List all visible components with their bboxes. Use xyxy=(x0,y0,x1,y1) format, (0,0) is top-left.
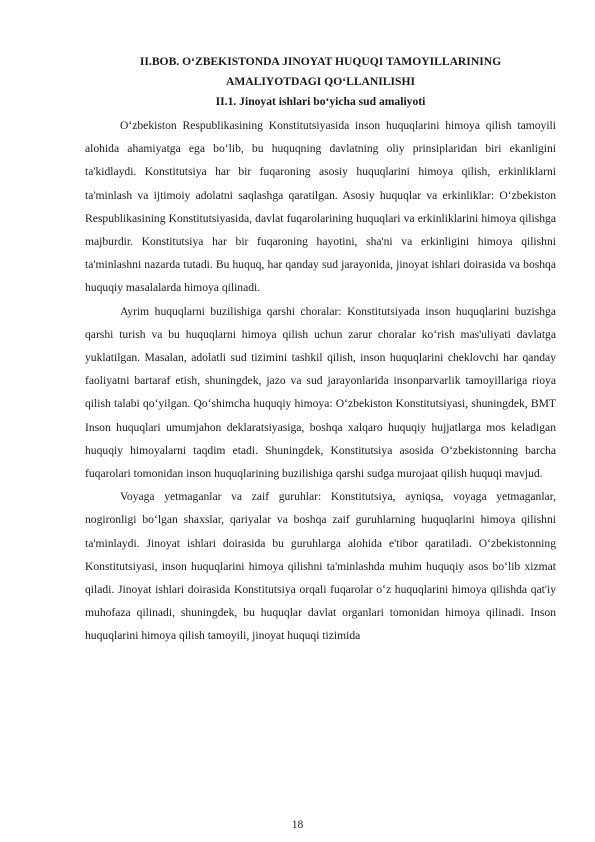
page-number: 18 xyxy=(291,818,304,831)
document-page xyxy=(85,52,556,648)
chapter-title-line1: II.BOB. O‘ZBEKISTONDA JINOYAT HUQUQI TAMOYILLARINING xyxy=(139,55,502,68)
chapter-title-line2: AMALIYOTDAGI QO‘LLANILISHI xyxy=(225,75,416,88)
paragraph-3: Voyaga yetmaganlar va zaif guruhlar: Konstitutsiya, ayniqsa, voyaga yetmaganlar, nogironligi bo‘lgan shaxslar, qariyalar va boshqa zaif guruhlarning huquqlarini himoya qilishni ta'minlaydi. Jinoyat ishlari doirasida bu guruhlarga alohida e'tibor qaratiladi. O‘zbekistonning Konstitutsiyasi, inson huquqlarini himoya qilishni ta'minlashda muhim huquqiy asos bo‘lib xizmat qiladi. Jinoyat ishlari doirasida Konstitutsiya orqali fuqarolar o‘z huquqlarini himoya qilishda qat'iy muhofaza qilinadi, shuningdek, bu huquqlar davlat organlari tomonidan himoya qilinadi. Inson huquqlarini himoya qilish tamoyili, jinoyat huquqi tizimida xyxy=(85,490,556,643)
section-title: II.1. Jinoyat ishlari bo‘yicha sud amaliyoti xyxy=(215,95,426,108)
paragraph-2: Ayrim huquqlarni buzilishiga qarshi choralar: Konstitutsiyada inson huquqlarini buzishga qarshi turish va bu huquqlarni himoya qilish uchun zarur choralar ko‘rish mas'uliyati davlatga yuklatilgan. Masalan, adolatli sud tizimini tashkil qilish, inson huquqlarini cheklovchi har qanday faoliyatni bartaraf etish, shuningdek, jazo va sud jarayonlarida insonparvarlik tamoyillariga rioya qilish talabi qo‘yilgan. Qo‘shimcha huquqiy himoya: O‘zbekiston Konstitutsiyasi, shuningdek, BMT Inson huquqlari umumjahon deklaratsiyasiga, boshqa xalqaro huquqiy hujjatlarga mos keladigan huquqiy himoyalarni taqdim etadi. Shuningdek, Konstitutsiya asosida O‘zbekistonning barcha fuqarolari tomonidan inson huquqlarining buzilishiga qarshi sudga murojaat qilish huquqi mavjud. xyxy=(85,304,556,481)
paragraph-1: O‘zbekiston Respublikasining Konstitutsiyasida inson huquqlarini himoya qilish tamoyili alohida ahamiyatga ega bo‘lib, bu huquqning davlatning oliy prinsiplaridan biri ekanligini ta'kidlaydi. Konstitutsiya har bir fuqaroning asosiy huquqlarini himoya qilish, erkinliklarni ta'minlash va ijtimoiy adolatni saqlashga qaratilgan. Asosiy huquqlar va erkinliklar: O‘zbekiston Respublikasining Konstitutsiyasida, davlat fuqarolarining huquqlari va erkinliklarini himoya qilishga majburdir. Konstitutsiya har bir fuqaroning hayotini, sha'ni va erkinligini himoya qilishni ta'minlashni nazarda tutadi. Bu huquq, har qanday sud jarayonida, jinoyat ishlari doirasida va boshqa huquqiy masalalarda himoya qilinadi. xyxy=(85,119,556,295)
